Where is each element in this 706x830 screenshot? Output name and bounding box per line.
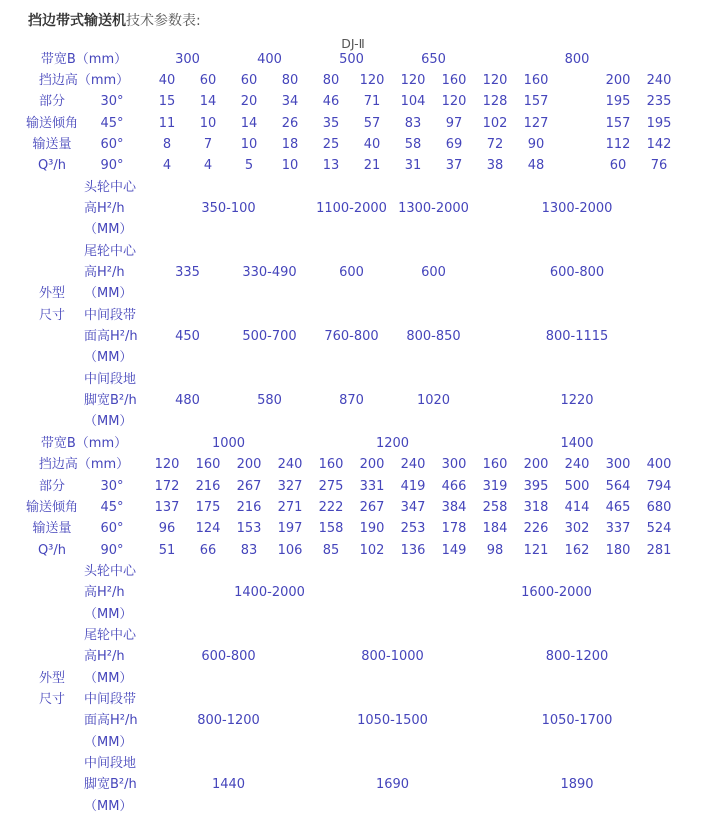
table-cell: 128: [482, 94, 508, 110]
row-head-label: 带宽B（mm）: [40, 435, 128, 451]
table-cell: 120: [400, 72, 426, 88]
table-cell: 121: [523, 542, 549, 558]
table-cell: 400: [646, 457, 672, 473]
table-cell: 10: [240, 136, 258, 152]
table-cell: 26: [281, 115, 299, 131]
row-angle-label: 90°: [100, 542, 124, 558]
table-cell: 120: [441, 94, 467, 110]
table-cell: 136: [400, 542, 426, 558]
table-cell: 395: [523, 478, 549, 494]
table-row: [0, 646, 706, 667]
table-row: [0, 710, 706, 731]
table-cell: 14: [199, 94, 217, 110]
table-cell: 1100-2000: [316, 200, 387, 216]
row-sub-label: （MM）: [84, 606, 133, 622]
table-cell: 330-490: [242, 265, 297, 280]
table-cell: 650: [421, 51, 446, 67]
table-cell: 142: [646, 136, 672, 152]
table-cell: 419: [400, 478, 426, 494]
table-cell: 347: [400, 499, 426, 515]
table-cell: 480: [175, 393, 200, 409]
table-cell: 83: [404, 115, 422, 131]
table-cell: 450: [175, 329, 200, 345]
table-cell: 106: [277, 542, 303, 558]
table-cell: 4: [203, 158, 213, 174]
table-cell: 500-700: [242, 329, 297, 345]
table-cell: 331: [359, 478, 385, 494]
table-cell: 57: [363, 115, 381, 131]
table-cell: 21: [363, 158, 381, 174]
table-row: [0, 305, 706, 326]
table-cell: 178: [441, 521, 467, 537]
table-cell: 240: [400, 457, 426, 473]
table-cell: 69: [445, 136, 463, 152]
table-cell: 1300-2000: [541, 200, 613, 216]
table-cell: 414: [564, 499, 590, 515]
row-side-label: 输送倾角: [25, 115, 78, 131]
row-sub-label: 中间段带: [84, 692, 137, 707]
table-cell: 160: [482, 457, 508, 473]
table-cell: 8: [162, 136, 172, 152]
table-cell: 97: [445, 115, 463, 131]
table-cell: 120: [482, 72, 508, 88]
title-product-name: 挡边带式输送机: [28, 13, 126, 29]
table-row: [0, 497, 706, 518]
row-sub-label: （MM）: [84, 670, 133, 686]
table-cell: 172: [154, 478, 180, 494]
table-row: [0, 796, 706, 817]
table-row: [0, 476, 706, 497]
row-sub-label: 脚宽B²/h: [84, 777, 137, 793]
table-cell: 1400-2000: [234, 585, 305, 601]
table-cell: 60: [240, 72, 258, 88]
table-row: [0, 347, 706, 368]
table-cell: 1200: [375, 435, 410, 451]
table-cell: 10: [199, 115, 217, 131]
table-row: [0, 732, 706, 753]
table-cell: 319: [482, 478, 508, 494]
table-cell: 66: [199, 542, 217, 558]
table-row: [0, 753, 706, 774]
table-cell: 1890: [560, 777, 594, 793]
table-cell: 600: [339, 265, 364, 280]
table-cell: 104: [400, 94, 426, 110]
table-cell: 253: [400, 521, 426, 537]
table-cell: 465: [605, 499, 631, 515]
row-sub-label: （MM）: [84, 350, 133, 366]
table-cell: 160: [195, 457, 221, 473]
table-cell: 240: [277, 457, 303, 473]
row-sub-label: （MM）: [84, 286, 133, 302]
table-cell: 240: [646, 72, 672, 88]
table-cell: 564: [605, 478, 631, 494]
table-cell: 40: [363, 136, 381, 152]
table-cell: 38: [486, 158, 504, 174]
table-cell: 160: [523, 72, 549, 88]
row-sub-label: 高H²/h: [84, 265, 125, 280]
row-side-label: 尺寸: [38, 307, 65, 323]
table-cell: 335: [175, 265, 200, 280]
table-cell: 226: [523, 521, 549, 537]
table-cell: 158: [318, 521, 344, 537]
table-row: [0, 326, 706, 347]
row-angle-label: 45°: [100, 499, 124, 515]
row-sub-label: 高H²/h: [84, 585, 125, 601]
table-cell: 60: [199, 72, 217, 88]
table-cell: 466: [441, 478, 467, 494]
table-row: [0, 604, 706, 625]
table-cell: 300: [605, 457, 631, 473]
table-row: [0, 433, 706, 454]
table-cell: 1050-1500: [357, 713, 428, 729]
table-cell: 1400: [560, 435, 594, 451]
table-cell: 800-850: [406, 329, 461, 345]
table-cell: 337: [605, 521, 631, 537]
row-sub-label: 高H²/h: [84, 200, 125, 216]
table-cell: 300: [441, 457, 467, 473]
table-cell: 267: [359, 499, 385, 515]
table-row: [0, 113, 706, 134]
table-cell: 85: [322, 542, 340, 558]
table-cell: 76: [650, 158, 668, 174]
table-cell: 37: [445, 158, 463, 174]
row-side-label: 输送倾角: [25, 499, 78, 515]
table-cell: 13: [322, 158, 340, 174]
table-cell: 318: [523, 499, 549, 515]
table-cell: 1000: [211, 435, 246, 451]
table-cell: 267: [236, 478, 262, 494]
table-cell: 197: [277, 521, 303, 537]
row-side-label: 部分: [38, 94, 65, 110]
table-cell: 14: [240, 115, 258, 131]
table-cell: 31: [404, 158, 422, 174]
table-row: [0, 411, 706, 432]
table-cell: 794: [646, 478, 672, 494]
row-side-label: Q³/h: [37, 158, 67, 174]
table-cell: 600-800: [549, 265, 605, 280]
model-label: DJ-Ⅱ: [341, 36, 365, 51]
table-row: [0, 219, 706, 240]
table-cell: 34: [281, 94, 299, 110]
table-row: [0, 369, 706, 390]
table-cell: 258: [482, 499, 508, 515]
table-cell: 51: [158, 542, 176, 558]
row-sub-label: （MM）: [84, 798, 133, 814]
table-cell: 870: [339, 393, 364, 409]
row-sub-label: 面高H²/h: [84, 329, 138, 345]
table-cell: 80: [322, 72, 340, 88]
table-row: [0, 582, 706, 603]
table-cell: 180: [605, 542, 631, 558]
table-cell: 60: [609, 158, 627, 174]
row-sub-label: 尾轮中心: [84, 243, 137, 259]
table-cell: 600: [421, 265, 446, 280]
table-cell: 271: [277, 499, 303, 515]
table-cell: 200: [359, 457, 385, 473]
table-cell: 72: [486, 136, 504, 152]
table-cell: 281: [646, 542, 672, 558]
row-sub-label: 中间段带: [84, 307, 137, 323]
row-sub-label: 尾轮中心: [84, 627, 137, 643]
table-row: [0, 134, 706, 155]
table-cell: 235: [646, 94, 672, 110]
table-cell: 680: [646, 499, 672, 515]
table-cell: 153: [236, 521, 262, 537]
table-cell: 1600-2000: [521, 585, 592, 601]
table-cell: 98: [486, 542, 504, 558]
table-cell: 580: [257, 393, 282, 409]
table-row: [0, 283, 706, 304]
table-cell: 90: [527, 136, 545, 152]
table-cell: 524: [646, 521, 672, 537]
table-row: [0, 198, 706, 219]
table-cell: 800-1200: [545, 649, 609, 665]
table-cell: 112: [605, 136, 631, 152]
table-cell: 160: [441, 72, 467, 88]
row-sub-label: （MM）: [84, 734, 133, 750]
table-cell: 120: [359, 72, 385, 88]
table-row: [0, 390, 706, 411]
row-angle-label: 60°: [100, 521, 124, 537]
table-cell: 222: [318, 499, 344, 515]
table-cell: 800-1000: [361, 649, 424, 665]
table-cell: 7: [203, 136, 213, 152]
table-row: [0, 91, 706, 112]
table-cell: 195: [646, 115, 672, 131]
row-sub-label: 高H²/h: [84, 649, 125, 665]
row-angle-label: 30°: [100, 478, 124, 494]
row-sub-label: 面高H²/h: [84, 713, 138, 729]
table-cell: 157: [523, 94, 549, 110]
table-cell: 48: [527, 158, 545, 174]
table-cell: 96: [158, 521, 176, 537]
table-cell: 83: [240, 542, 258, 558]
table-cell: 71: [363, 94, 381, 110]
row-angle-label: 45°: [100, 115, 124, 131]
table-cell: 149: [441, 542, 467, 558]
table-row: [0, 774, 706, 795]
row-side-label: 部分: [38, 478, 65, 494]
table-row: [0, 689, 706, 710]
table-cell: 300: [175, 51, 200, 67]
row-sub-label: 头轮中心: [84, 179, 137, 195]
table-cell: 58: [404, 136, 422, 152]
table-cell: 4: [162, 158, 172, 174]
table-cell: 327: [277, 478, 303, 494]
row-side-label: 外型: [38, 286, 65, 302]
table-cell: 800-1200: [197, 713, 260, 729]
table-cell: 1220: [560, 393, 594, 409]
table-cell: 800: [564, 51, 590, 67]
row-side-label: 输送量: [32, 136, 72, 152]
row-sub-label: 中间段地: [84, 756, 137, 772]
table-cell: 102: [359, 542, 385, 558]
table-cell: 760-800: [324, 329, 379, 345]
table-cell: 500: [339, 51, 364, 67]
table-cell: 216: [236, 499, 262, 515]
table-cell: 200: [236, 457, 262, 473]
row-sub-label: （MM）: [84, 222, 133, 238]
row-side-label: 外型: [38, 670, 65, 686]
table-cell: 240: [564, 457, 590, 473]
row-sub-label: 中间段地: [84, 371, 137, 387]
table-cell: 302: [564, 521, 590, 537]
table-cell: 400: [257, 51, 282, 67]
table-cell: 102: [482, 115, 508, 131]
table-row: [0, 561, 706, 582]
row-sub-label: 脚宽B²/h: [84, 393, 137, 409]
table-cell: 15: [158, 94, 176, 110]
table-row: [0, 668, 706, 689]
table-cell: 1300-2000: [398, 200, 469, 216]
table-cell: 350-100: [201, 200, 256, 216]
table-row: [0, 262, 706, 283]
table-cell: 157: [605, 115, 631, 131]
row-sub-label: （MM）: [84, 414, 133, 430]
table-row: [0, 625, 706, 646]
table-cell: 384: [441, 499, 467, 515]
row-head-label: 挡边高（mm）: [38, 72, 130, 88]
table-cell: 20: [240, 94, 258, 110]
table-cell: 137: [154, 499, 180, 515]
table-cell: 275: [318, 478, 344, 494]
table-row: [0, 241, 706, 262]
table-cell: 10: [281, 158, 299, 174]
table-cell: 18: [281, 136, 299, 152]
table-row: [0, 540, 706, 561]
table-cell: 25: [322, 136, 340, 152]
table-cell: 800-1115: [545, 329, 609, 345]
table-row: [0, 155, 706, 176]
table-cell: 600-800: [201, 649, 256, 665]
table-row: [0, 49, 706, 70]
row-sub-label: 头轮中心: [84, 563, 137, 579]
table-cell: 127: [523, 115, 549, 131]
table-cell: 120: [154, 457, 180, 473]
table-cell: 216: [195, 478, 221, 494]
table-cell: 35: [322, 115, 340, 131]
title-suffix: 技术参数表:: [126, 13, 201, 29]
row-angle-label: 60°: [100, 136, 124, 152]
table-cell: 124: [195, 521, 221, 537]
row-angle-label: 90°: [100, 158, 124, 174]
table-row: [0, 70, 706, 91]
table-row: [0, 454, 706, 475]
table-cell: 5: [244, 158, 254, 174]
row-head-label: 挡边高（mm）: [38, 457, 130, 473]
table-cell: 1050-1700: [541, 713, 613, 729]
row-side-label: 尺寸: [38, 692, 65, 707]
table-cell: 500: [564, 478, 590, 494]
table-cell: 80: [281, 72, 299, 88]
table-cell: 190: [359, 521, 385, 537]
table-cell: 162: [564, 542, 590, 558]
row-side-label: 输送量: [32, 521, 72, 537]
table-cell: 1690: [375, 777, 410, 793]
row-side-label: Q³/h: [37, 542, 67, 558]
table-cell: 200: [605, 72, 631, 88]
table-cell: 200: [523, 457, 549, 473]
table-row: [0, 518, 706, 539]
table-cell: 175: [195, 499, 221, 515]
table-cell: 195: [605, 94, 631, 110]
table-cell: 40: [158, 72, 176, 88]
table-cell: 184: [482, 521, 508, 537]
table-cell: 1020: [416, 393, 451, 409]
table-cell: 46: [322, 94, 340, 110]
table-cell: 11: [158, 115, 176, 131]
row-head-label: 带宽B（mm）: [40, 51, 128, 67]
row-angle-label: 30°: [100, 94, 124, 110]
table-cell: 160: [318, 457, 344, 473]
table-cell: 1440: [211, 777, 246, 793]
table-row: [0, 177, 706, 198]
